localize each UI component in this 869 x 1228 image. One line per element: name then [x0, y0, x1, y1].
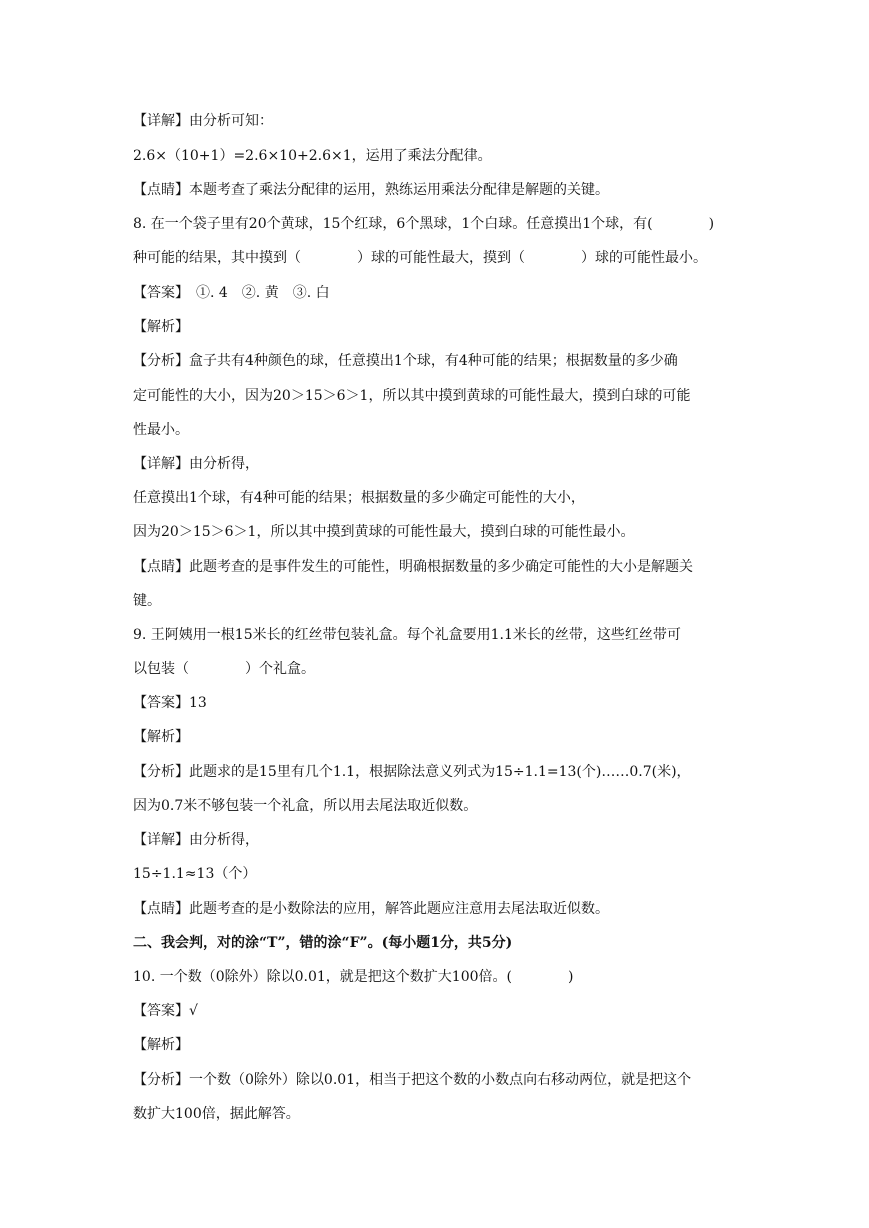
- text-line: 定可能性的大小，因为20＞15＞6＞1，所以其中摸到黄球的可能性最大，摸到白球的可能: [133, 388, 691, 404]
- text-line: 【点睛】此题考查的是事件发生的可能性，明确根据数量的多少确定可能性的大小是解题关: [133, 559, 693, 575]
- question-10: 10. 一个数（0除外）除以0.01，就是把这个数扩大100倍。( ): [133, 969, 574, 985]
- text-line: 【详解】由分析得，: [133, 456, 259, 472]
- text-line: 【点睛】本题考查了乘法分配律的运用，熟练运用乘法分配律是解题的关键。: [133, 182, 609, 198]
- answer-10: 【答案】√: [133, 1003, 198, 1019]
- text-line: 【分析】盒子共有4种颜色的球，任意摸出1个球，有4种可能的结果；根据数量的多少确: [133, 353, 678, 369]
- analysis-heading: 【解析】: [133, 319, 189, 335]
- text-line: 因为20＞15＞6＞1，所以其中摸到黄球的可能性最大，摸到白球的可能性最小。: [133, 524, 635, 540]
- question-9-line-1: 9. 王阿姨用一根15米长的红丝带包装礼盒。每个礼盒要用1.1米长的丝带，这些红丝带可: [133, 627, 681, 643]
- text-line: 【详解】由分析可知：: [133, 113, 273, 129]
- text-line: 任意摸出1个球，有4种可能的结果；根据数量的多少确定可能性的大小，: [133, 490, 585, 506]
- question-8-line-1: 8. 在一个袋子里有20个黄球，15个红球，6个黑球，1个白球。任意摸出1个球，有( ): [133, 216, 715, 232]
- analysis-heading: 【解析】: [133, 729, 189, 745]
- section-heading: 二、我会判，对的涂“T”，错的涂“F”。(每小题1分，共5分): [133, 935, 513, 951]
- answer-9: 【答案】13: [133, 695, 207, 711]
- text-line: 键。: [133, 593, 161, 609]
- text-line: 2.6×（10+1）=2.6×10+2.6×1，运用了乘法分配律。: [133, 148, 492, 164]
- answer-8: 【答案】 ①. 4 ②. 黄 ③. 白: [133, 285, 330, 301]
- analysis-heading: 【解析】: [133, 1037, 189, 1053]
- text-line: 【分析】此题求的是15里有几个1.1，根据除法意义列式为15÷1.1=13(个)……0.7(米)，: [133, 764, 691, 780]
- text-line: 性最小。: [133, 422, 189, 438]
- question-8-line-2: 种可能的结果，其中摸到（ ）球的可能性最大，摸到（ ）球的可能性最小。: [133, 250, 707, 266]
- text-line: 【分析】一个数（0除外）除以0.01，相当于把这个数的小数点向右移动两位，就是把这个: [133, 1072, 692, 1088]
- text-line: 因为0.7米不够包装一个礼盒，所以用去尾法取近似数。: [133, 798, 478, 814]
- text-line: 【详解】由分析得，: [133, 832, 259, 848]
- text-line: 15÷1.1≈13（个）: [133, 866, 257, 882]
- text-line: 【点睛】此题考查的是小数除法的应用，解答此题应注意用去尾法取近似数。: [133, 901, 609, 917]
- question-9-line-2: 以包装（ ）个礼盒。: [133, 661, 315, 677]
- text-line: 数扩大100倍，据此解答。: [133, 1106, 300, 1122]
